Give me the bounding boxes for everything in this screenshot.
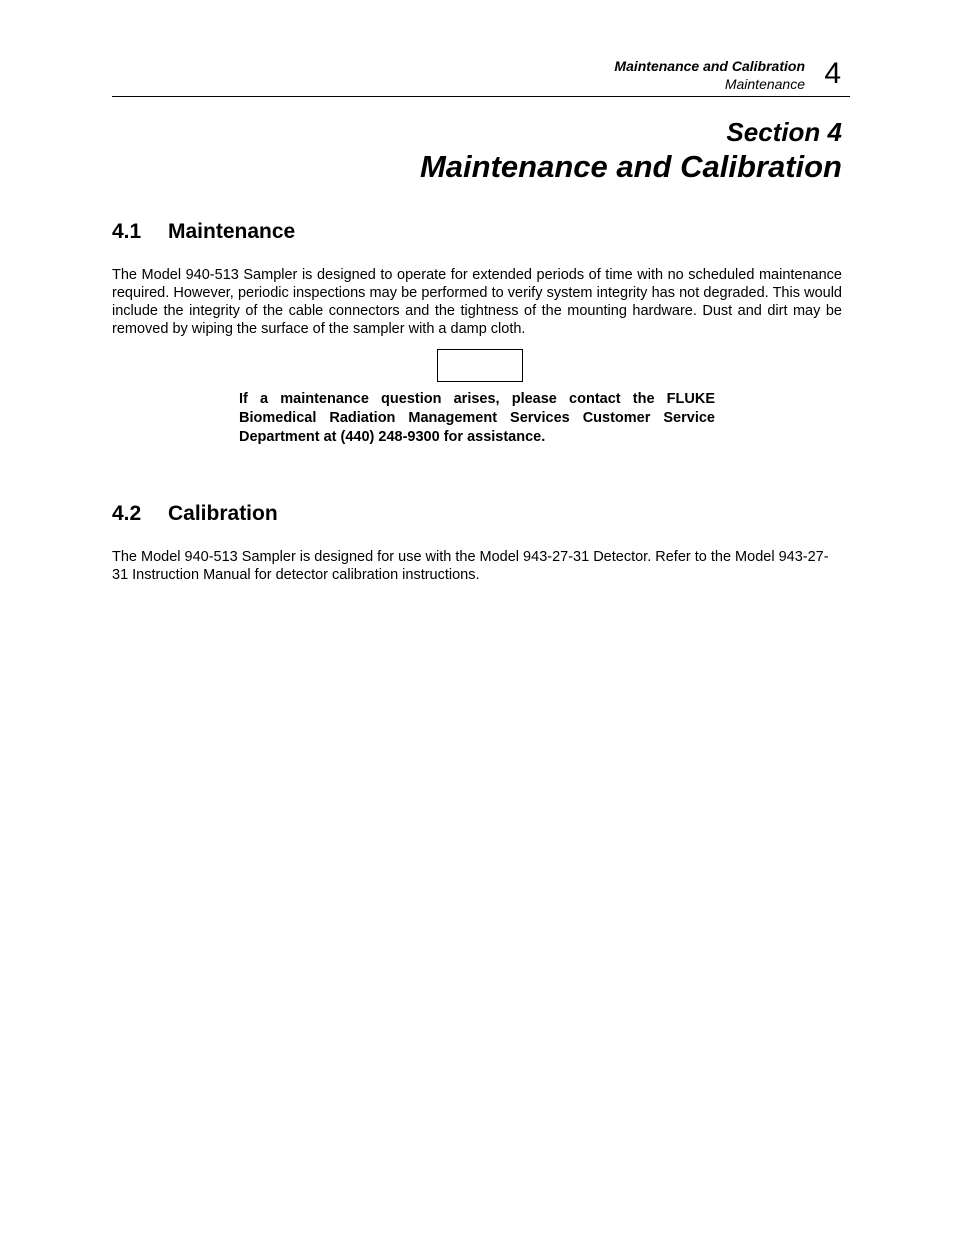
heading-text: Maintenance [168,220,296,243]
heading-calibration [112,501,278,527]
note-box [437,349,523,382]
maintenance-paragraph: The Model 940-513 Sampler is designed to operate for extended periods of time with no scheduled maintenance required. However, periodic inspections may be performed to verify system integrity has not degraded. This would include the integrity of the cable connectors and the tightness of the mounting hardware. Dust and dirt may be removed by wiping the surface of the sampler with a damp cloth. [112,267,842,337]
header-chapter-number: 4 [824,57,841,90]
note-text: If a maintenance question arises, please contact the FLUKE Biomedical Radiation Management Services Customer Service Department at (440) 248-9300 for assistance. [239,391,715,445]
calibration-paragraph: The Model 940-513 Sampler is designed for use with the Model 943-27-31 Detector. Refer to the Model 943-27-31 Instruction Manual for detector calibration instructions. [112,549,829,583]
section-name: Maintenance and Calibration [419,149,842,184]
header-chapter-title: Maintenance and Calibration [614,58,805,74]
heading-number: 4.1 [112,220,142,243]
heading-number: 4.2 [112,502,142,525]
header-section-title: Maintenance [724,76,805,92]
heading-text: Calibration [168,502,278,525]
heading-maintenance [112,219,295,245]
section-label: Section 4 [726,117,842,147]
header-text [614,57,805,93]
page-header [112,56,850,97]
section-title [420,116,842,186]
